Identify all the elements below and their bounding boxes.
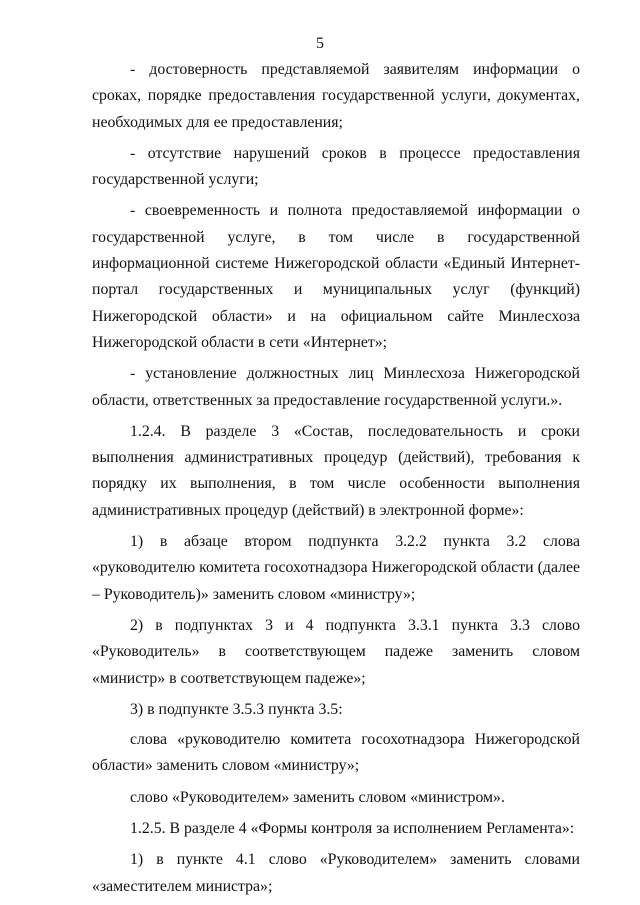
page-number: 5	[316, 35, 324, 52]
paragraph-word-replacement: слово «Руководителем» заменить словом «министром».	[130, 788, 505, 806]
paragraph-item-2-subclause-3-3-1: 2) в подпунктах 3 и 4 подпункта 3.3.1 пункта 3.3 слово «Руководитель» в соответствующем падеже заменить словом «министр» в соответствующем падеже»;	[92, 616, 580, 687]
paragraph-section-4-heading: 1.2.5. В разделе 4 «Формы контроля за исполнением Регламента»:	[130, 820, 575, 838]
paragraph-no-deadline-violations: - отсутствие нарушений сроков в процессе предоставления государственной услуги;	[92, 144, 580, 189]
document-body	[92, 57, 580, 905]
paragraph-item-3-subclause-3-5-3: 3) в подпункте 3.5.3 пункта 3.5:	[130, 700, 343, 718]
paragraph-words-replacement: слова «руководителю комитета госохотнадзора Нижегородской области» заменить словом «министру»;	[92, 731, 580, 775]
paragraph-reliability-of-info: - достоверность представляемой заявителям информации о сроках, порядке предоставления государственной услуги, документах, необходимых для ее предоставления;	[92, 61, 580, 131]
paragraph-item-1-clause-4-1: 1) в пункте 4.1 слово «Руководителем» заменить словами «заместителем министра»;	[92, 851, 580, 895]
paragraph-section-3-heading: 1.2.4. В разделе 3 «Состав, последовательность и сроки выполнения административных процедур (действий), требования к порядку их выполнения, в том числе особенности выполнения административных процедур (действий) в электронной форме»:	[92, 422, 580, 519]
paragraph-item-1-subclause-3-2-2: 1) в абзаце втором подпункта 3.2.2 пункта 3.2 слова «руководителю комитета госохотнадзора Нижегородской области (далее – Руководитель)» заменить словом «министру»;	[92, 533, 580, 603]
paragraph-timeliness-and-completeness: - своевременность и полнота предоставляемой информации о государственной услуге, в том числе в государственной информационной системе Нижегородской области «Единый Интернет-портал государственных и муниципальных услуг (функций) Нижегородской области» и на официальном сайте Минлесхоза Нижегородской области в сети «Интернет»;	[92, 202, 580, 351]
paragraph-responsible-officials: - установление должностных лиц Минлесхоза Нижегородской области, ответственных за предоставление государственной услуги.».	[92, 365, 580, 409]
